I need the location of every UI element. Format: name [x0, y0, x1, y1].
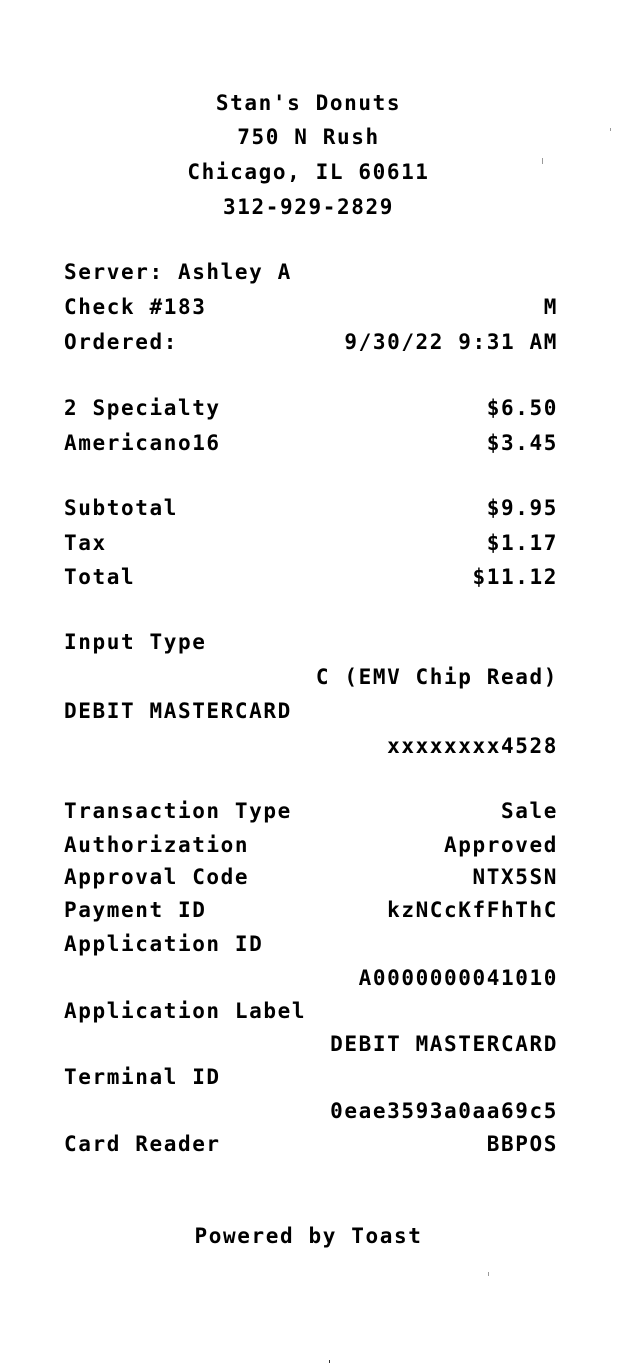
terminal-id-value-line — [64, 1097, 558, 1125]
payment-id-line — [64, 896, 558, 924]
transaction-type-line — [64, 797, 558, 825]
application-id-value: A0000000041010 — [358, 966, 558, 990]
card-name-line — [64, 697, 558, 725]
input-type-value-line — [64, 663, 558, 691]
card-name: DEBIT MASTERCARD — [64, 699, 292, 723]
store-address-line2: Chicago, IL 60611 — [187, 160, 430, 184]
ordered-datetime: 9/30/22 9:31 AM — [344, 330, 558, 354]
payment-id-label: Payment ID — [64, 898, 207, 922]
item-price: $3.45 — [486, 431, 558, 455]
approval-code-line — [64, 863, 558, 891]
print-speck — [610, 128, 611, 131]
server-name: Server: Ashley A — [64, 260, 292, 284]
card-reader-line — [64, 1130, 558, 1158]
total-label: Total — [64, 565, 136, 589]
store-phone: 312-929-2829 — [223, 195, 394, 219]
application-id-line — [64, 930, 558, 958]
item-price: $6.50 — [486, 396, 558, 420]
check-line — [64, 293, 558, 321]
input-type-value: C (EMV Chip Read) — [315, 665, 558, 689]
card-number-line — [64, 732, 558, 760]
input-type-label: Input Type — [64, 630, 207, 654]
terminal-id-label: Terminal ID — [64, 1065, 221, 1089]
store-name: Stan's Donuts — [215, 91, 402, 115]
check-flag: M — [543, 295, 558, 319]
ordered-line — [64, 328, 558, 356]
card-number: xxxxxxxx4528 — [387, 734, 558, 758]
transaction-type-value: Sale — [501, 799, 558, 823]
print-speck — [542, 158, 543, 164]
application-id-value-line — [64, 964, 558, 992]
authorization-line — [64, 831, 558, 859]
item-name: Americano16 — [64, 431, 221, 455]
item-row — [64, 429, 558, 457]
subtotal-label: Subtotal — [64, 496, 178, 520]
application-label-value-line — [64, 1030, 558, 1058]
card-reader-label: Card Reader — [64, 1132, 221, 1156]
application-id-label: Application ID — [64, 932, 264, 956]
application-label-label: Application Label — [64, 999, 307, 1023]
ordered-label: Ordered: — [64, 330, 178, 354]
payment-id-value: kzNCcKfFhThC — [387, 898, 558, 922]
subtotal-line — [64, 494, 558, 522]
store-address-line1: 750 N Rush — [237, 125, 380, 149]
tax-line — [64, 529, 558, 557]
transaction-type-label: Transaction Type — [64, 799, 292, 823]
card-reader-value: BBPOS — [486, 1132, 558, 1156]
application-label-value: DEBIT MASTERCARD — [330, 1032, 558, 1056]
check-number: Check #183 — [64, 295, 207, 319]
terminal-id-value: 0eae3593a0aa69c5 — [330, 1099, 558, 1123]
item-name: 2 Specialty — [64, 396, 221, 420]
input-type-line — [64, 628, 558, 656]
authorization-value: Approved — [444, 833, 558, 857]
tax-value: $1.17 — [486, 531, 558, 555]
server-line — [64, 258, 558, 286]
tax-label: Tax — [64, 531, 107, 555]
authorization-label: Authorization — [64, 833, 250, 857]
subtotal-value: $9.95 — [486, 496, 558, 520]
print-speck — [329, 1360, 330, 1363]
terminal-id-line — [64, 1063, 558, 1091]
application-label-line — [64, 997, 558, 1025]
item-row — [64, 394, 558, 422]
approval-code-label: Approval Code — [64, 865, 250, 889]
total-line — [64, 563, 558, 591]
total-value: $11.12 — [472, 565, 558, 589]
approval-code-value: NTX5SN — [472, 865, 558, 889]
print-speck — [488, 1272, 489, 1276]
powered-by-footer: Powered by Toast — [194, 1224, 423, 1248]
